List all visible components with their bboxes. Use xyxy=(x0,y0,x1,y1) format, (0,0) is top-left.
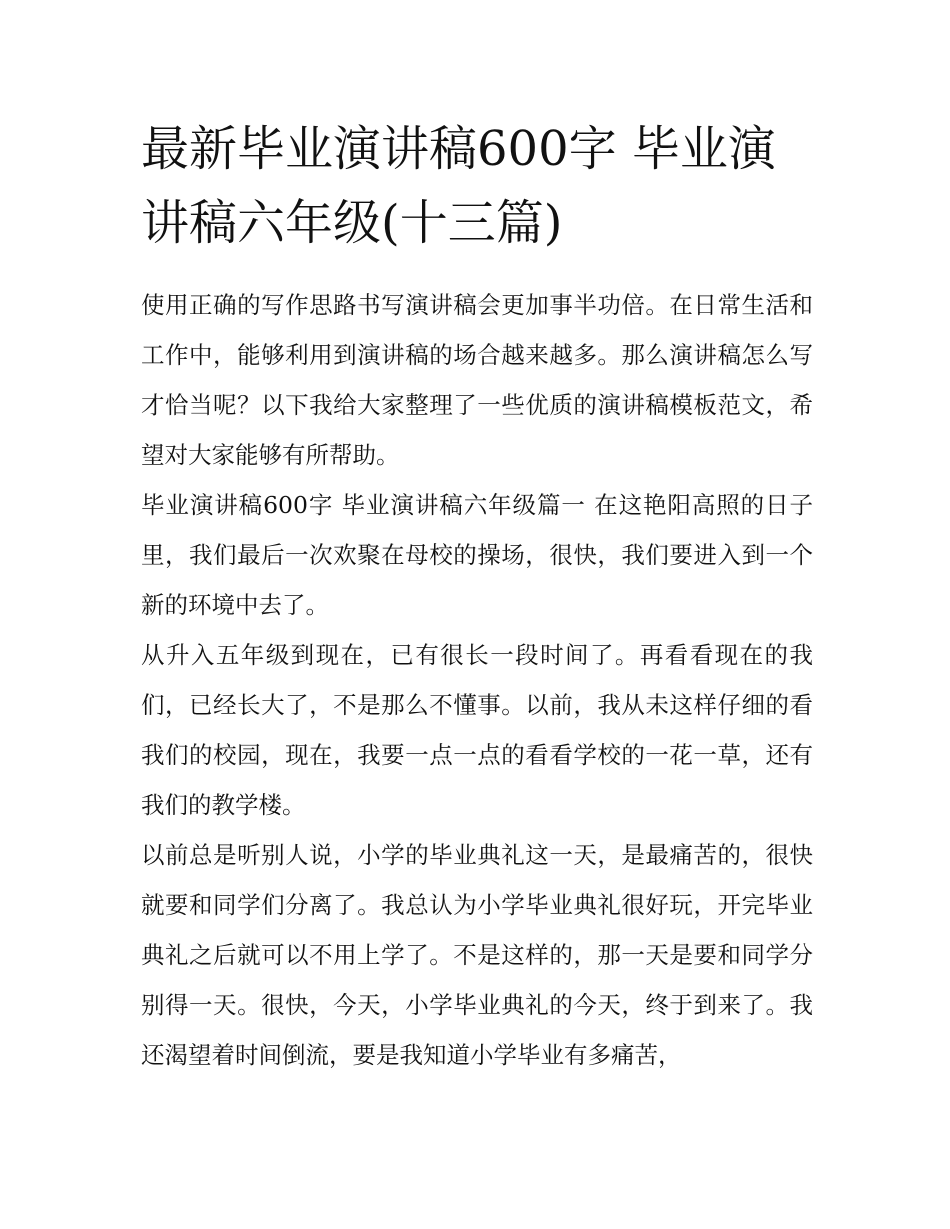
paragraph-2: 从升入五年级到现在，已有很长一段时间了。再看看现在的我们，已经长大了，不是那么不懂事。以前，我从未这样仔细的看我们的校园，现在，我要一点一点的看看学校的一花一草，还有我们的教学楼。 xyxy=(141,641,813,819)
paragraph-1: 毕业演讲稿600字 毕业演讲稿六年级篇一 在这艳阳高照的日子里，我们最后一次欢聚在母校的操场，很快，我们要进入到一个新的环境中去了。 xyxy=(141,491,813,619)
document-title: 最新毕业演讲稿600字 毕业演讲稿六年级(十三篇) xyxy=(141,121,776,251)
document-page xyxy=(141,112,813,1080)
paragraph-intro: 使用正确的写作思路书写演讲稿会更加事半功倍。在日常生活和工作中，能够利用到演讲稿的场合越来越多。那么演讲稿怎么写才恰当呢？以下我给大家整理了一些优质的演讲稿模板范文，希望对大家能够有所帮助。 xyxy=(141,291,813,469)
paragraph-3: 以前总是听别人说，小学的毕业典礼这一天，是最痛苦的，很快就要和同学们分离了。我总认为小学毕业典礼很好玩，开完毕业典礼之后就可以不用上学了。不是这样的，那一天是要和同学分别得一天。很快，今天，小学毕业典礼的今天，终于到来了。我还渴望着时间倒流，要是我知道小学毕业有多痛苦， xyxy=(141,841,813,1069)
